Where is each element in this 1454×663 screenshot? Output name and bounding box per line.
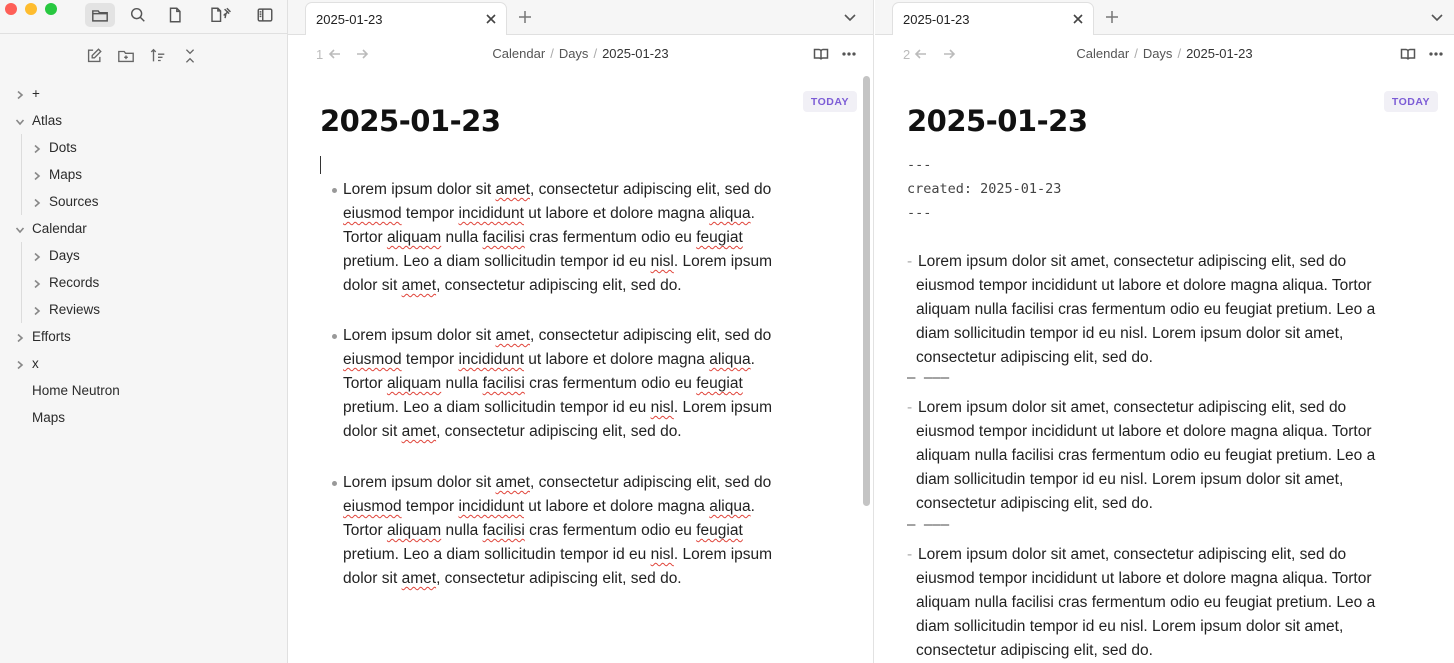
text-run: . Lorem ipsum (673, 399, 773, 416)
tab-title: 2025-01-23 (316, 11, 383, 27)
misspelled-word[interactable]: facilisi (482, 522, 525, 539)
misspelled-word[interactable]: aliquam (386, 522, 442, 539)
file-tree (0, 80, 288, 431)
tab-title: 2025-01-23 (903, 11, 970, 27)
breadcrumb-note[interactable]: 2025-01-23 (1186, 46, 1253, 61)
list-marker: - (907, 253, 913, 270)
source-line: eiusmod tempor incididunt ut labore et dolore magna aliqua. Tortor (916, 570, 1372, 587)
source-line: consectetur adipiscing elit, sed do. (916, 642, 1153, 659)
tree-item[interactable] (0, 188, 288, 215)
text-run: , consectetur adipiscing elit, sed do (529, 327, 772, 344)
bullet-line (343, 348, 790, 372)
reading-view-icon[interactable] (813, 46, 829, 62)
bullet-line (343, 420, 790, 444)
bullet-line (343, 471, 790, 495)
source-line: Lorem ipsum dolor sit amet, consectetur adipiscing elit, sed do (918, 546, 1347, 563)
tree-item[interactable] (0, 377, 288, 404)
misspelled-word[interactable]: facilisi (482, 229, 525, 246)
bullet-dot (332, 481, 337, 486)
pane-number: 1 (316, 47, 324, 62)
chevron-right-icon[interactable] (15, 358, 25, 368)
text-run: . Lorem ipsum (673, 253, 773, 270)
text-run: . (750, 498, 755, 515)
text-run: pretium. Leo a diam sollicitudin tempor id eu (343, 399, 651, 416)
source-line: Lorem ipsum dolor sit amet, consectetur adipiscing elit, sed do (918, 253, 1347, 270)
tree-item-label: Maps (49, 167, 83, 182)
tree-item[interactable] (0, 107, 288, 134)
list-item[interactable] (907, 250, 1407, 370)
folder-icon[interactable] (85, 3, 115, 27)
breadcrumb-calendar[interactable]: Calendar (1076, 46, 1130, 61)
text-run: Tortor (343, 229, 387, 246)
misspelled-word[interactable]: feugiat (696, 375, 743, 392)
source-line: diam sollicitudin tempor id eu nisl. Lorem ipsum dolor sit amet, (916, 325, 1344, 342)
horizontal-rule-source[interactable]: – ––– (907, 517, 950, 533)
text-run: , consectetur adipiscing elit, sed do. (436, 570, 682, 587)
text-run: ut labore et dolore magna (523, 351, 710, 368)
bullet-line (343, 250, 790, 274)
misspelled-word[interactable]: aliquam (386, 229, 442, 246)
misspelled-word[interactable]: amet (401, 277, 437, 294)
tree-indent-guide (21, 134, 22, 215)
tree-item[interactable] (0, 323, 288, 350)
sidebar-titlebar (0, 0, 287, 34)
text-run: . Lorem ipsum (673, 546, 773, 563)
misspelled-word[interactable]: feugiat (696, 522, 743, 539)
list-item[interactable] (320, 178, 790, 298)
misspelled-word[interactable]: amet (495, 181, 530, 198)
misspelled-word[interactable]: aliqua (709, 205, 751, 222)
new-note-icon[interactable] (82, 44, 106, 68)
misspelled-word[interactable]: eiusmod (343, 351, 402, 368)
collapse-all-icon[interactable] (178, 44, 202, 68)
text-run: cras fermentum odio eu (524, 522, 697, 539)
today-badge[interactable]: TODAY (803, 91, 857, 112)
source-line: diam sollicitudin tempor id eu nisl. Lorem ipsum dolor sit amet, (916, 618, 1344, 635)
breadcrumb: Calendar / Days / 2025-01-23 (1076, 46, 1253, 61)
misspelled-word[interactable]: amet (495, 327, 530, 344)
text-run: ut labore et dolore magna (523, 205, 710, 222)
chevron-right-icon[interactable] (32, 277, 42, 287)
tree-item[interactable] (0, 296, 288, 323)
tree-item-label: Efforts (32, 329, 71, 344)
breadcrumb-days[interactable]: Days (558, 46, 589, 61)
text-run: pretium. Leo a diam sollicitudin tempor id eu (343, 546, 651, 563)
tree-item[interactable] (0, 269, 288, 296)
list-marker: - (907, 399, 913, 416)
tab-note[interactable] (305, 2, 507, 35)
tab-bar (288, 0, 873, 35)
tree-item-label: + (32, 86, 40, 101)
text-run: dolor sit (343, 277, 402, 294)
source-line: eiusmod tempor incididunt ut labore et dolore magna aliqua. Tortor (916, 277, 1372, 294)
note-title[interactable]: 2025-01-23 (320, 104, 501, 138)
text-run: , consectetur adipiscing elit, sed do. (436, 423, 682, 440)
tree-item[interactable] (0, 134, 288, 161)
reading-view-icon[interactable] (1400, 46, 1416, 62)
text-run: , consectetur adipiscing elit, sed do. (436, 277, 682, 294)
chevron-right-icon[interactable] (32, 250, 42, 260)
view-header (288, 35, 873, 73)
editor-pane-left (288, 0, 874, 663)
list-item[interactable] (320, 324, 790, 444)
misspelled-word[interactable]: nisl (650, 399, 674, 416)
chevron-down-icon[interactable] (15, 223, 25, 233)
horizontal-rule-source[interactable]: – ––– (907, 370, 950, 386)
tree-item-label: Dots (49, 140, 77, 155)
text-run: dolor sit (343, 423, 402, 440)
bullet-line (343, 202, 790, 226)
misspelled-word[interactable]: amet (401, 570, 437, 587)
text-run: tempor (401, 205, 459, 222)
source-line: eiusmod tempor incididunt ut labore et dolore magna aliqua. Tortor (916, 423, 1372, 440)
zoom-window-button[interactable] (45, 3, 57, 15)
text-run: tempor (401, 498, 459, 515)
misspelled-word[interactable]: aliqua (709, 351, 751, 368)
source-line: aliquam nulla facilisi cras fermentum odio eu feugiat pretium. Leo a (916, 301, 1376, 318)
frontmatter-open[interactable]: --- (907, 157, 932, 173)
chevron-right-icon[interactable] (15, 331, 25, 341)
close-tab-icon[interactable] (484, 12, 498, 26)
more-options-icon[interactable] (1428, 46, 1444, 62)
frontmatter-close[interactable]: --- (907, 205, 932, 221)
bullet-line (343, 567, 790, 591)
text-run: nulla (441, 375, 483, 392)
source-line: consectetur adipiscing elit, sed do. (916, 495, 1153, 512)
view-header (875, 35, 1454, 73)
tree-item[interactable] (0, 80, 288, 107)
bullet-line (343, 274, 790, 298)
tree-item[interactable] (0, 242, 288, 269)
chevron-right-icon[interactable] (32, 304, 42, 314)
text-run: . (750, 205, 755, 222)
tree-item-label: Reviews (49, 302, 101, 317)
text-run: pretium. Leo a diam sollicitudin tempor id eu (343, 253, 651, 270)
note-title[interactable]: 2025-01-23 (907, 104, 1088, 138)
scrollbar[interactable] (863, 76, 870, 506)
source-line: aliquam nulla facilisi cras fermentum odio eu feugiat pretium. Leo a (916, 447, 1376, 464)
text-run: Lorem ipsum dolor sit (343, 327, 496, 344)
tab-bar (875, 0, 1454, 35)
breadcrumb-calendar[interactable]: Calendar (492, 46, 546, 61)
search-icon[interactable] (123, 3, 153, 27)
chevron-right-icon[interactable] (32, 142, 42, 152)
bullet-line (343, 543, 790, 567)
more-options-icon[interactable] (841, 46, 857, 62)
tree-item-label: Calendar (32, 221, 87, 236)
close-window-button[interactable] (5, 3, 17, 15)
source-line: aliquam nulla facilisi cras fermentum odio eu feugiat pretium. Leo a (916, 594, 1376, 611)
chevron-down-icon[interactable] (15, 115, 25, 125)
text-run: cras fermentum odio eu (524, 229, 697, 246)
sidebar-toggle-icon[interactable] (250, 3, 280, 27)
tab-list-chevron-icon[interactable] (843, 10, 857, 24)
text-run: Tortor (343, 522, 387, 539)
tree-item-label: Maps (32, 410, 66, 425)
bullet-line (343, 372, 790, 396)
misspelled-word[interactable]: nisl (650, 253, 674, 270)
misspelled-word[interactable]: facilisi (482, 375, 525, 392)
text-run: dolor sit (343, 570, 402, 587)
tree-item-label: Sources (49, 194, 99, 209)
misspelled-word[interactable]: aliquam (386, 375, 442, 392)
source-line: Lorem ipsum dolor sit amet, consectetur adipiscing elit, sed do (918, 399, 1347, 416)
sidebar (0, 0, 288, 663)
text-run: , consectetur adipiscing elit, sed do (529, 181, 772, 198)
bullet-line (343, 519, 790, 543)
tree-item[interactable] (0, 404, 288, 431)
tree-item-label: x (32, 356, 39, 371)
pane-number: 2 (903, 47, 911, 62)
tab-note[interactable] (892, 2, 1094, 35)
minimize-window-button[interactable] (25, 3, 37, 15)
list-item[interactable] (907, 396, 1407, 516)
editor-pane-right (875, 0, 1454, 663)
misspelled-word[interactable]: incididunt (458, 498, 524, 515)
file-explorer-actions (0, 44, 288, 70)
text-run: . (750, 351, 755, 368)
sort-icon[interactable] (146, 44, 170, 68)
tree-item-label: Records (49, 275, 100, 290)
breadcrumb-note[interactable]: 2025-01-23 (602, 46, 669, 61)
close-tab-icon[interactable] (1071, 12, 1085, 26)
bullet-dot (332, 188, 337, 193)
file-icon[interactable] (160, 3, 190, 27)
tree-indent-guide (21, 242, 22, 323)
bullet-line (343, 396, 790, 420)
pinned-file-icon[interactable] (203, 3, 239, 27)
text-run: , consectetur adipiscing elit, sed do (529, 474, 772, 491)
frontmatter-created[interactable]: created: 2025-01-23 (907, 181, 1062, 197)
misspelled-word[interactable]: eiusmod (343, 205, 402, 222)
text-run: nulla (441, 522, 483, 539)
bullet-dot (332, 334, 337, 339)
text-cursor (320, 156, 321, 174)
tree-item[interactable] (0, 215, 288, 242)
misspelled-word[interactable]: amet (401, 423, 437, 440)
misspelled-word[interactable]: incididunt (458, 351, 524, 368)
misspelled-word[interactable]: amet (495, 474, 530, 491)
text-run: nulla (441, 229, 483, 246)
text-run: ut labore et dolore magna (523, 498, 710, 515)
breadcrumb-days[interactable]: Days (1142, 46, 1173, 61)
text-run: tempor (401, 351, 459, 368)
chevron-right-icon[interactable] (32, 196, 42, 206)
misspelled-word[interactable]: eiusmod (343, 498, 402, 515)
tree-item[interactable] (0, 350, 288, 377)
misspelled-word[interactable]: feugiat (696, 229, 743, 246)
breadcrumb: Calendar / Days / 2025-01-23 (492, 46, 669, 61)
list-marker: - (907, 546, 913, 563)
bullet-line (343, 324, 790, 348)
new-tab-icon[interactable] (516, 8, 534, 26)
text-run: Tortor (343, 375, 387, 392)
chevron-right-icon[interactable] (32, 169, 42, 179)
chevron-right-icon[interactable] (15, 88, 25, 98)
tree-item-label: Days (49, 248, 80, 263)
list-item[interactable] (907, 543, 1407, 663)
tree-item-label: Atlas (32, 113, 63, 128)
text-run: Lorem ipsum dolor sit (343, 474, 496, 491)
list-item[interactable] (320, 471, 790, 591)
text-run: Lorem ipsum dolor sit (343, 181, 496, 198)
text-run: cras fermentum odio eu (524, 375, 697, 392)
misspelled-word[interactable]: incididunt (458, 205, 524, 222)
bullet-line (343, 226, 790, 250)
today-badge[interactable]: TODAY (1384, 91, 1438, 112)
tree-item[interactable] (0, 161, 288, 188)
source-line: diam sollicitudin tempor id eu nisl. Lorem ipsum dolor sit amet, (916, 471, 1344, 488)
bullet-line (343, 178, 790, 202)
new-tab-icon[interactable] (1103, 8, 1121, 26)
misspelled-word[interactable]: nisl (650, 546, 674, 563)
new-folder-icon[interactable] (114, 44, 138, 68)
misspelled-word[interactable]: aliqua (709, 498, 751, 515)
tab-list-chevron-icon[interactable] (1430, 10, 1444, 24)
source-line: consectetur adipiscing elit, sed do. (916, 349, 1153, 366)
bullet-line (343, 495, 790, 519)
tree-item-label: Home Neutron (32, 383, 120, 398)
